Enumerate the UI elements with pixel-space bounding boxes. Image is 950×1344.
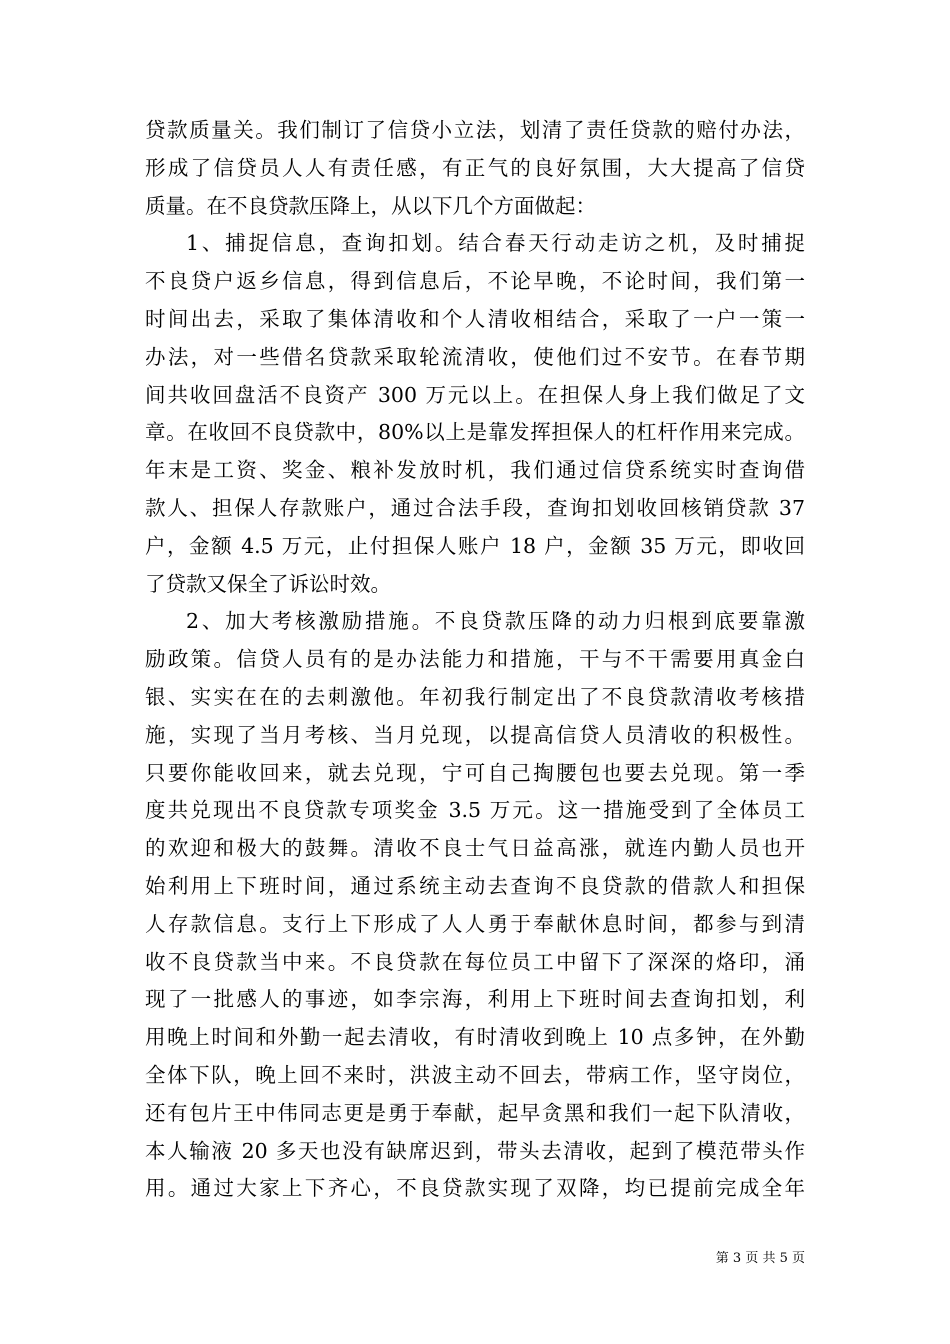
text-line: 款人、担保人存款账户，通过合法手段，查询扣划收回核销贷款 37 xyxy=(145,495,805,520)
text-line: 度共兑现出不良贷款专项奖金 3.5 万元。这一措施受到了全体员工 xyxy=(145,798,805,823)
text-line: 不良贷户返乡信息，得到信息后，不论早晚，不论时间，我们第一 xyxy=(145,269,805,294)
text-line: 户，金额 4.5 万元，止付担保人账户 18 户，金额 35 万元，即收回 xyxy=(145,533,805,558)
text-line: 章。在收回不良贷款中，80%以上是靠发挥担保人的杠杆作用来完成。 xyxy=(145,420,805,445)
text-line: 银、实实在在的去刺激他。年初我行制定出了不良贷款清收考核措 xyxy=(145,684,805,709)
text-line: 全体下队，晚上回不来时，洪波主动不回去，带病工作，坚守岗位， xyxy=(145,1062,805,1087)
text-line: 用晚上时间和外勤一起去清收，有时清收到晚上 10 点多钟，在外勤 xyxy=(145,1025,805,1050)
text-line: 1、捕捉信息，查询扣划。结合春天行动走访之机，及时捕捉 xyxy=(186,231,805,256)
document-body xyxy=(145,112,805,1208)
text-line: 时间出去，采取了集体清收和个人清收相结合，采取了一户一策一 xyxy=(145,306,805,331)
text-line: 年末是工资、奖金、粮补发放时机，我们通过信贷系统实时查询借 xyxy=(145,458,805,483)
text-line: 办法，对一些借名贷款采取轮流清收，使他们过不安节。在春节期 xyxy=(145,344,805,369)
text-line: 本人输液 20 多天也没有缺席迟到，带头去清收，起到了模范带头作 xyxy=(145,1138,805,1163)
text-line: 的欢迎和极大的鼓舞。清收不良士气日益高涨，就连内勤人员也开 xyxy=(145,836,805,861)
text-line: 施，实现了当月考核、当月兑现，以提高信贷人员清收的积极性。 xyxy=(145,722,805,747)
text-line: 还有包片王中伟同志更是勇于奉献，起早贪黑和我们一起下队清收， xyxy=(145,1100,805,1125)
text-line: 始利用上下班时间，通过系统主动去查询不良贷款的借款人和担保 xyxy=(145,873,805,898)
page-footer: 第 3 页 共 5 页 xyxy=(715,1251,805,1266)
text-line: 质量。在不良贷款压降上，从以下几个方面做起： xyxy=(145,193,596,218)
text-line: 形成了信贷员人人有责任感，有正气的良好氛围，大大提高了信贷 xyxy=(145,155,805,180)
text-line: 收不良贷款当中来。不良贷款在每位员工中留下了深深的烙印，涌 xyxy=(145,949,805,974)
text-line: 贷款质量关。我们制订了信贷小立法，划清了责任贷款的赔付办法， xyxy=(145,118,805,142)
text-line: 只要你能收回来，就去兑现，宁可自己掏腰包也要去兑现。第一季 xyxy=(145,760,805,785)
text-line: 人存款信息。支行上下形成了人人勇于奉献休息时间，都参与到清 xyxy=(145,911,805,936)
text-line: 励政策。信贷人员有的是办法能力和措施，干与不干需要用真金白 xyxy=(145,647,805,672)
text-line: 间共收回盘活不良资产 300 万元以上。在担保人身上我们做足了文 xyxy=(145,382,805,407)
text-line: 用。通过大家上下齐心，不良贷款实现了双降，均已提前完成全年 xyxy=(145,1176,805,1201)
text-line: 现了一批感人的事迹，如李宗海，利用上下班时间去查询扣划，利 xyxy=(145,987,805,1012)
text-line: 2、加大考核激励措施。不良贷款压降的动力归根到底要靠激 xyxy=(186,609,805,634)
text-line: 了贷款又保全了诉讼时效。 xyxy=(145,571,391,596)
